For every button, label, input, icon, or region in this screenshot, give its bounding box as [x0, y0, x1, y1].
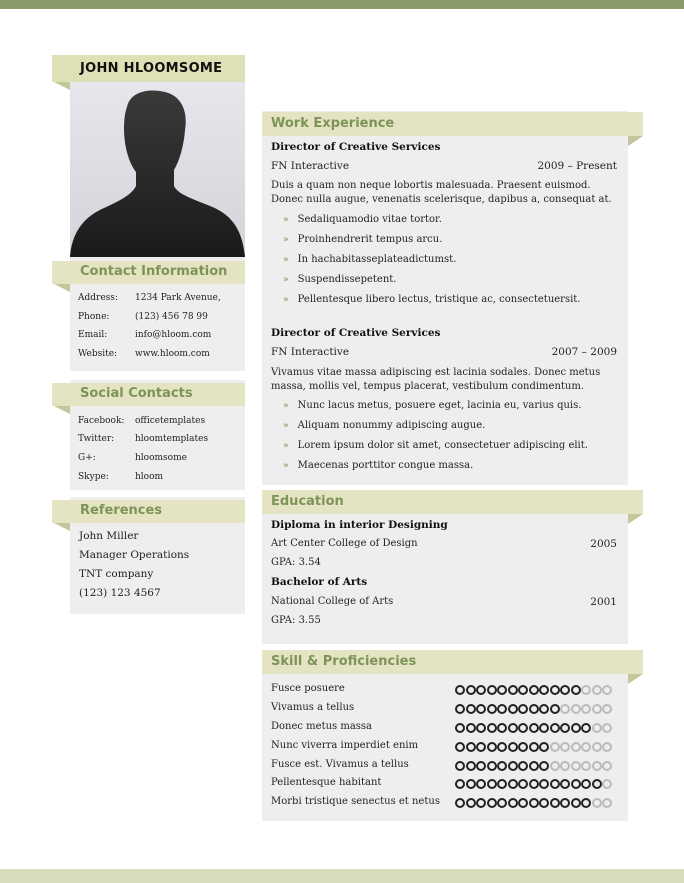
- rating-dot-filled: [487, 779, 497, 789]
- rating-dot-filled: [466, 704, 476, 714]
- contact-heading-banner: [52, 261, 245, 284]
- arrow-bullet-icon: »: [283, 401, 289, 411]
- skill-rating: [455, 723, 615, 733]
- person-name: JOHN HLOOMSOME: [80, 61, 223, 76]
- reference-line: TNT company: [79, 568, 154, 580]
- rating-dot-empty: [571, 761, 581, 771]
- rating-dot-filled: [497, 798, 507, 808]
- rating-dot-filled: [476, 723, 486, 733]
- job-title: Director of Creative Services: [271, 327, 441, 339]
- job-bullet: » Nunc lacus metus, posuere eget, lacinia eu, varius quis.: [283, 400, 582, 411]
- skill-name: Morbi tristique senectus et netus: [271, 796, 440, 807]
- arrow-bullet-icon: »: [283, 255, 289, 265]
- rating-dot-filled: [560, 723, 570, 733]
- job-description: Duis a quam non neque lobortis malesuada. Praesent euismod. Donec nulla augue, venenatis scelerisque, dapibus a, consequat at.: [271, 180, 612, 205]
- rating-dot-filled: [529, 742, 539, 752]
- rating-dot-filled: [487, 685, 497, 695]
- job-bullet: » Sedaliquamodio vitae tortor.: [283, 214, 442, 225]
- rating-dot-filled: [539, 742, 549, 752]
- rating-dot-filled: [571, 685, 581, 695]
- rating-dot-empty: [581, 685, 591, 695]
- banner-fold: [628, 514, 643, 524]
- rating-dot-filled: [550, 723, 560, 733]
- contact-heading: Contact Information: [80, 264, 228, 279]
- job-bullet: » In hachabitasseplateadictumst.: [283, 254, 457, 265]
- rating-dot-empty: [560, 761, 570, 771]
- rating-dot-filled: [455, 723, 465, 733]
- graduation-year: 2001: [590, 596, 617, 608]
- arrow-bullet-icon: »: [283, 421, 289, 431]
- rating-dot-filled: [455, 742, 465, 752]
- degree-title: Bachelor of Arts: [271, 576, 368, 588]
- rating-dot-filled: [466, 798, 476, 808]
- rating-dot-empty: [592, 685, 602, 695]
- rating-dot-empty: [581, 761, 591, 771]
- school-name: Art Center College of Design: [271, 538, 418, 549]
- rating-dot-empty: [581, 704, 591, 714]
- rating-dot-filled: [497, 685, 507, 695]
- rating-dot-filled: [518, 779, 528, 789]
- job-title: Director of Creative Services: [271, 141, 441, 153]
- rating-dot-filled: [539, 779, 549, 789]
- rating-dot-filled: [560, 685, 570, 695]
- banner-fold: [54, 523, 70, 531]
- rating-dot-filled: [508, 685, 518, 695]
- rating-dot-filled: [581, 798, 591, 808]
- rating-dot-filled: [539, 798, 549, 808]
- rating-dot-filled: [539, 761, 549, 771]
- rating-dot-filled: [476, 685, 486, 695]
- rating-dot-filled: [518, 685, 528, 695]
- rating-dot-filled: [497, 723, 507, 733]
- rating-dot-filled: [529, 798, 539, 808]
- rating-dot-filled: [487, 742, 497, 752]
- rating-dot-empty: [550, 761, 560, 771]
- skill-rating: [455, 704, 615, 714]
- rating-dot-filled: [550, 685, 560, 695]
- rating-dot-empty: [592, 742, 602, 752]
- rating-dot-filled: [529, 685, 539, 695]
- name-banner: [52, 55, 245, 82]
- rating-dot-filled: [571, 798, 581, 808]
- references-heading: References: [80, 503, 163, 518]
- profile-photo: [70, 82, 245, 257]
- skill-name: Donec metus massa: [271, 721, 373, 732]
- job-years: 2009 – Present: [537, 160, 617, 172]
- rating-dot-filled: [476, 798, 486, 808]
- skill-name: Pellentesque habitant: [271, 777, 382, 788]
- rating-dot-filled: [466, 779, 476, 789]
- arrow-bullet-icon: »: [283, 441, 289, 451]
- rating-dot-filled: [466, 742, 476, 752]
- job-bullet: » Suspendissepetent.: [283, 274, 397, 285]
- rating-dot-filled: [487, 723, 497, 733]
- top-accent-bar: [0, 0, 684, 9]
- skill-rating: [455, 685, 615, 695]
- rating-dot-filled: [497, 761, 507, 771]
- job-company: FN Interactive: [271, 346, 350, 358]
- rating-dot-filled: [550, 779, 560, 789]
- rating-dot-filled: [466, 723, 476, 733]
- rating-dot-filled: [476, 704, 486, 714]
- rating-dot-filled: [455, 761, 465, 771]
- banner-fold: [54, 406, 70, 414]
- arrow-bullet-icon: »: [283, 235, 289, 245]
- skill-name: Fusce posuere: [271, 683, 345, 694]
- rating-dot-filled: [455, 798, 465, 808]
- rating-dot-empty: [581, 742, 591, 752]
- skill-rating: [455, 779, 615, 789]
- social-heading-banner: [52, 383, 245, 406]
- rating-dot-filled: [518, 723, 528, 733]
- rating-dot-empty: [560, 704, 570, 714]
- rating-dot-empty: [571, 742, 581, 752]
- rating-dot-filled: [560, 779, 570, 789]
- rating-dot-filled: [550, 798, 560, 808]
- rating-dot-filled: [487, 704, 497, 714]
- rating-dot-filled: [571, 723, 581, 733]
- rating-dot-filled: [508, 779, 518, 789]
- references-heading-banner: [52, 500, 245, 523]
- reference-line: (123) 123 4567: [79, 587, 161, 599]
- rating-dot-empty: [602, 779, 612, 789]
- rating-dot-empty: [602, 761, 612, 771]
- banner-fold: [628, 136, 643, 146]
- arrow-bullet-icon: »: [283, 295, 289, 305]
- degree-title: Diploma in interior Designing: [271, 519, 448, 531]
- rating-dot-filled: [571, 779, 581, 789]
- skill-rating: [455, 761, 615, 771]
- rating-dot-filled: [508, 761, 518, 771]
- rating-dot-filled: [592, 779, 602, 789]
- graduation-year: 2005: [590, 538, 617, 550]
- skills-heading-banner: [262, 650, 643, 674]
- rating-dot-filled: [487, 761, 497, 771]
- rating-dot-filled: [529, 723, 539, 733]
- rating-dot-empty: [592, 761, 602, 771]
- skills-heading: Skill & Proficiencies: [271, 654, 417, 669]
- rating-dot-filled: [539, 723, 549, 733]
- education-heading-banner: [262, 490, 643, 514]
- job-bullet: » Aliquam nonummy adipiscing augue.: [283, 420, 486, 431]
- rating-dot-filled: [529, 779, 539, 789]
- skill-name: Vivamus a tellus: [271, 702, 355, 713]
- rating-dot-filled: [518, 704, 528, 714]
- rating-dot-filled: [476, 742, 486, 752]
- rating-dot-filled: [550, 704, 560, 714]
- work-heading: Work Experience: [271, 116, 395, 131]
- rating-dot-filled: [508, 798, 518, 808]
- rating-dot-filled: [581, 723, 591, 733]
- rating-dot-filled: [560, 798, 570, 808]
- rating-dot-filled: [455, 779, 465, 789]
- bottom-accent-bar: [0, 869, 684, 883]
- work-heading-banner: [262, 112, 643, 136]
- rating-dot-empty: [602, 704, 612, 714]
- rating-dot-empty: [571, 704, 581, 714]
- job-description: Vivamus vitae massa adipiscing est lacinia sodales. Donec metus massa, mollis vel, tempus placerat, vestibulum condimentum.: [271, 367, 601, 392]
- reference-line: John Miller: [79, 530, 139, 542]
- banner-fold: [628, 674, 643, 684]
- person-silhouette-icon: [70, 82, 245, 257]
- rating-dot-empty: [602, 723, 612, 733]
- education-heading: Education: [271, 494, 344, 509]
- banner-fold: [54, 284, 70, 292]
- job-company: FN Interactive: [271, 160, 350, 172]
- school-name: National College of Arts: [271, 596, 394, 607]
- skill-rating: [455, 742, 615, 752]
- rating-dot-filled: [518, 798, 528, 808]
- social-heading: Social Contacts: [80, 386, 193, 401]
- rating-dot-filled: [508, 742, 518, 752]
- rating-dot-filled: [466, 761, 476, 771]
- rating-dot-filled: [497, 742, 507, 752]
- rating-dot-filled: [476, 761, 486, 771]
- skill-name: Fusce est. Vivamus a tellus: [271, 759, 409, 770]
- job-bullet: » Lorem ipsum dolor sit amet, consectetuer adipiscing elit.: [283, 440, 588, 451]
- job-bullet: » Pellentesque libero lectus, tristique ac, consectetuersit.: [283, 294, 581, 305]
- job-years: 2007 – 2009: [551, 346, 617, 358]
- rating-dot-filled: [581, 779, 591, 789]
- reference-line: Manager Operations: [79, 549, 190, 561]
- job-bullet: » Maecenas porttitor congue massa.: [283, 460, 474, 471]
- rating-dot-filled: [539, 685, 549, 695]
- rating-dot-filled: [508, 704, 518, 714]
- arrow-bullet-icon: »: [283, 215, 289, 225]
- skill-rating: [455, 798, 615, 808]
- gpa: GPA: 3.55: [271, 615, 321, 626]
- rating-dot-filled: [497, 704, 507, 714]
- rating-dot-filled: [539, 704, 549, 714]
- rating-dot-empty: [592, 723, 602, 733]
- rating-dot-filled: [518, 742, 528, 752]
- job-bullet: » Proinhendrerit tempus arcu.: [283, 234, 443, 245]
- rating-dot-filled: [466, 685, 476, 695]
- skill-name: Nunc viverra imperdiet enim: [271, 740, 419, 751]
- rating-dot-empty: [602, 798, 612, 808]
- rating-dot-empty: [602, 742, 612, 752]
- rating-dot-filled: [529, 761, 539, 771]
- rating-dot-filled: [508, 723, 518, 733]
- rating-dot-empty: [560, 742, 570, 752]
- rating-dot-filled: [487, 798, 497, 808]
- rating-dot-filled: [518, 761, 528, 771]
- arrow-bullet-icon: »: [283, 275, 289, 285]
- rating-dot-empty: [592, 798, 602, 808]
- rating-dot-filled: [476, 779, 486, 789]
- gpa: GPA: 3.54: [271, 557, 321, 568]
- rating-dot-empty: [602, 685, 612, 695]
- rating-dot-filled: [529, 704, 539, 714]
- rating-dot-empty: [550, 742, 560, 752]
- rating-dot-filled: [497, 779, 507, 789]
- arrow-bullet-icon: »: [283, 461, 289, 471]
- rating-dot-empty: [592, 704, 602, 714]
- rating-dot-filled: [455, 704, 465, 714]
- rating-dot-filled: [455, 685, 465, 695]
- banner-fold: [54, 82, 70, 90]
